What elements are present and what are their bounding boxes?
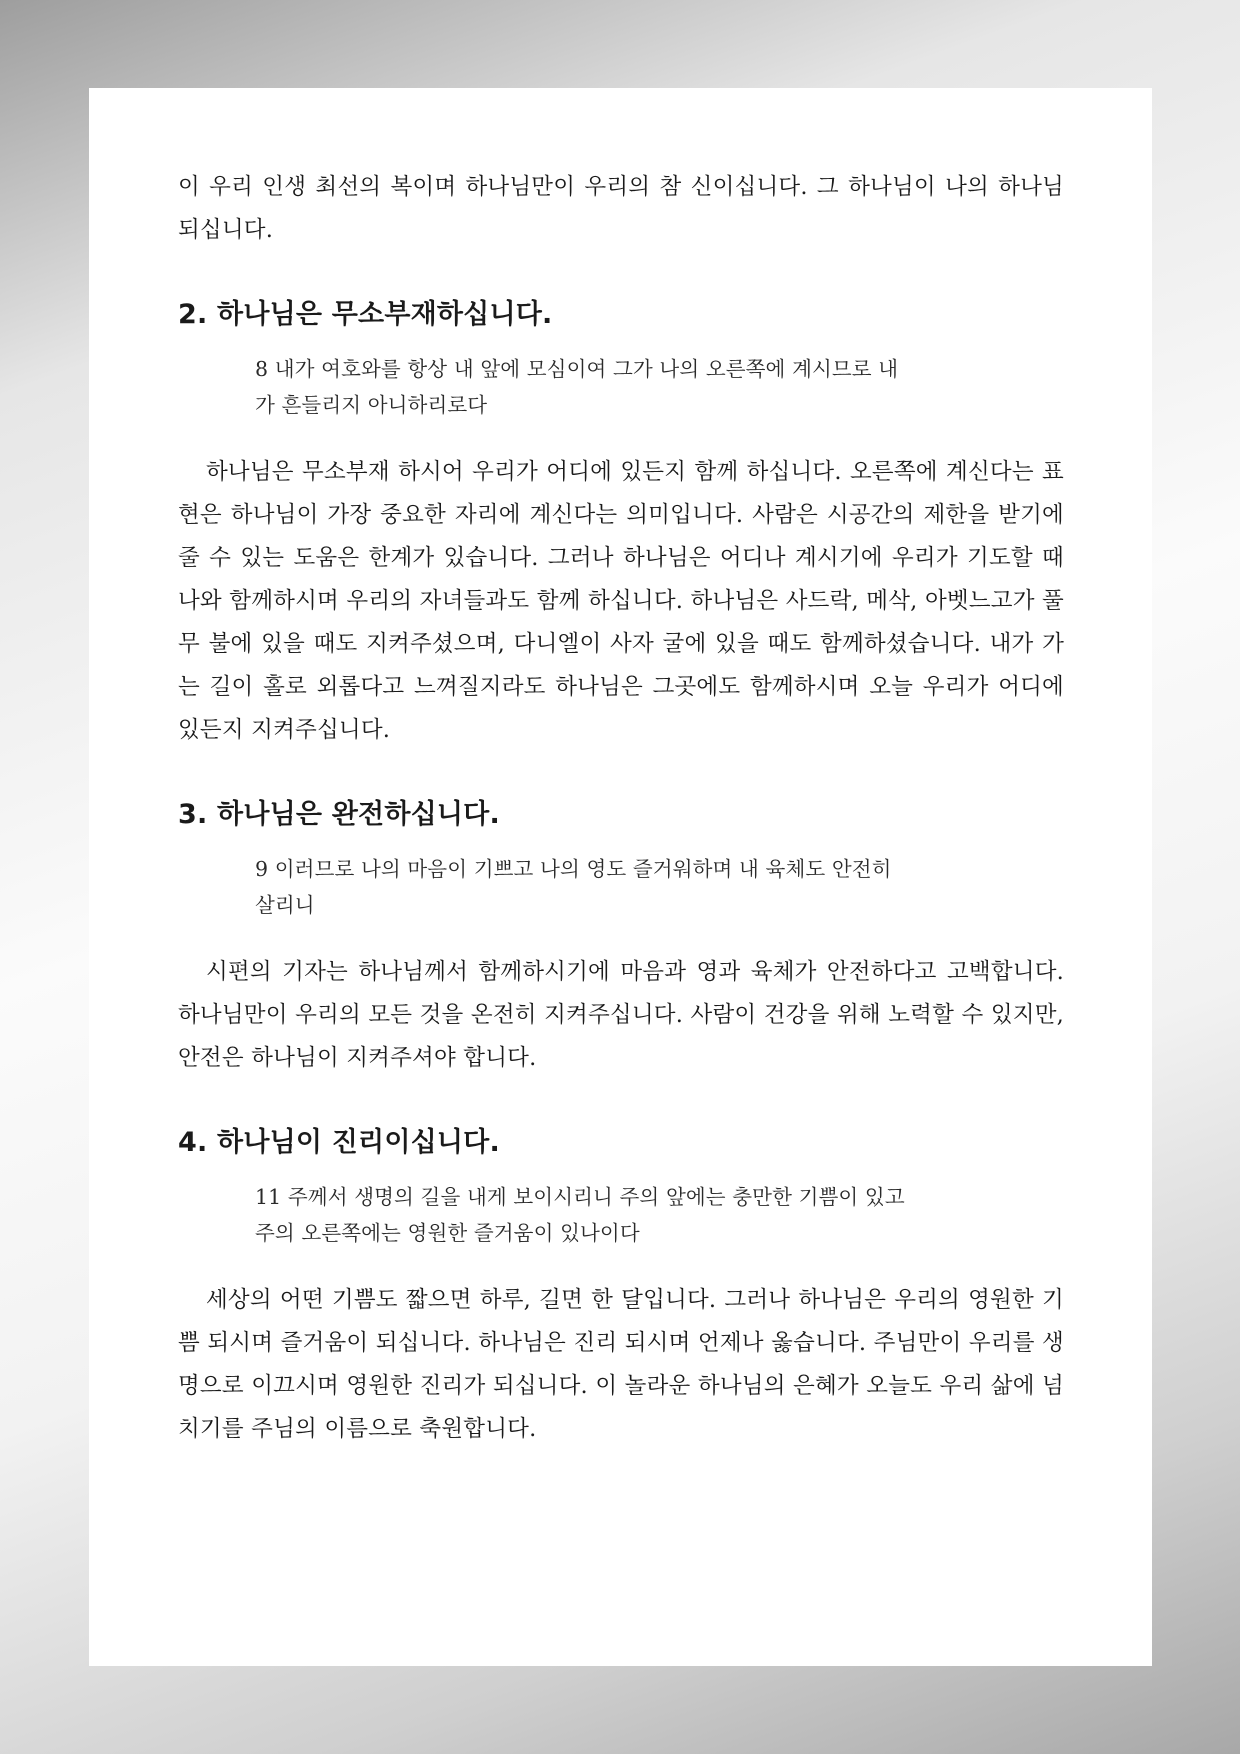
section-body: 시편의 기자는 하나님께서 함께하시기에 마음과 영과 육체가 안전하다고 고백합니다. 하나님만이 우리의 모든 것을 온전히 지켜주십니다. 사람이 건강을 위해 노력할 수 있지만, 안전은 하나님이 지켜주셔야 합니다. (178, 959, 1064, 1071)
section-body: 세상의 어떤 기쁨도 짧으면 하루, 길면 한 달입니다. 그러나 하나님은 우리의 영원한 기쁨 되시며 즐거움이 되십니다. 하나님은 진리 되시며 언제나 옳습니다. 주님만이 우리를 생명으로 이끄시며 영원한 진리가 되십니다. 이 놀라운 하나님의 은혜가 오늘도 우리 삶에 넘치기를 주님의 이름으로 축원합니다. (178, 1287, 1064, 1442)
section-heading: 3. 하나님은 완전하십니다. (178, 799, 500, 830)
scripture-verse: 9 이러므로 나의 마음이 기쁘고 나의 영도 즐거워하며 내 육체도 안전히 살리니 (255, 857, 892, 917)
section-heading: 4. 하나님이 진리이십니다. (178, 1127, 500, 1158)
section-heading: 2. 하나님은 무소부재하십니다. (178, 299, 553, 330)
document-page (89, 88, 1152, 1666)
page-content (178, 166, 1064, 1451)
scripture-verse: 11 주께서 생명의 길을 내게 보이시리니 주의 앞에는 충만한 기쁨이 있고 주의 오른쪽에는 영원한 즐거움이 있나이다 (255, 1185, 905, 1245)
section-body: 하나님은 무소부재 하시어 우리가 어디에 있든지 함께 하십니다. 오른쪽에 계신다는 표현은 하나님이 가장 중요한 자리에 계신다는 의미입니다. 사람은 시공간의 제한을 받기에 줄 수 있는 도움은 한계가 있습니다. 그러나 하나님은 어디나 계시기에 우리가 기도할 때 나와 함께하시며 우리의 자녀들과도 함께 하십니다. 하나님은 사드락, 메삭, 아벳느고가 풀무 불에 있을 때도 지켜주셨으며, 다니엘이 사자 굴에 있을 때도 함께하셨습니다. 내가 가는 길이 홀로 외롭다고 느껴질지라도 하나님은 그곳에도 함께하시며 오늘 우리가 어디에 있든지 지켜주십니다. (178, 459, 1064, 743)
scripture-verse: 8 내가 여호와를 항상 내 앞에 모심이여 그가 나의 오른쪽에 계시므로 내가 흔들리지 아니하리로다 (255, 357, 899, 417)
intro-paragraph: 이 우리 인생 최선의 복이며 하나님만이 우리의 참 신이십니다. 그 하나님이 나의 하나님 되십니다. (178, 174, 1064, 243)
